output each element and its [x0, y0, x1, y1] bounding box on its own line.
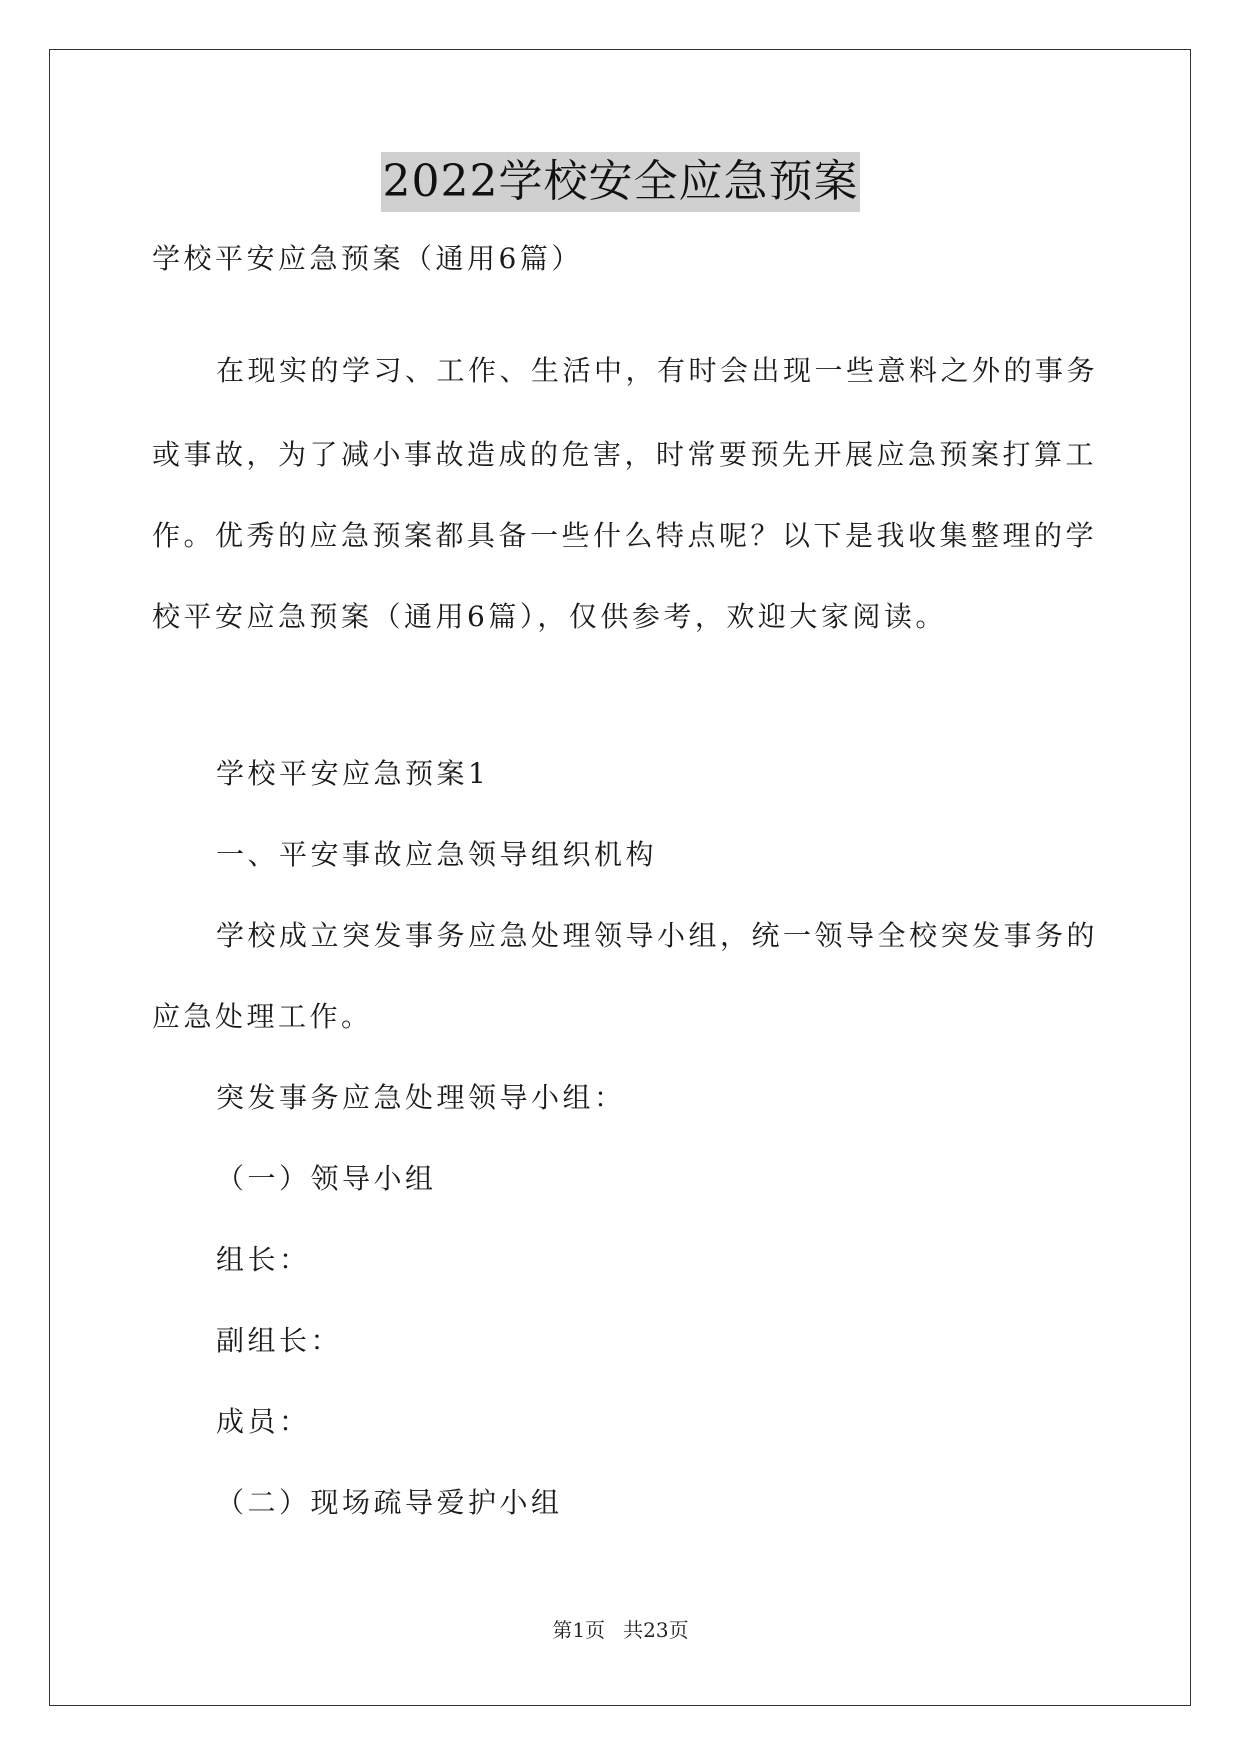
intro-line-3: 作。优秀的应急预案都具备一些什么特点呢？以下是我收集整理的学: [152, 519, 1098, 552]
group-intro: 突发事务应急处理领导小组：: [216, 1081, 626, 1114]
sub-heading-two: （二）现场疏导爱护小组: [216, 1486, 563, 1519]
deputy-label: 副组长：: [216, 1324, 343, 1357]
intro-line-2: 或事故，为了减小事故造成的危害，时常要预先开展应急预案打算工: [152, 438, 1098, 471]
part-one-body-line-1: 学校成立突发事务应急处理领导小组，统一领导全校突发事务的: [216, 919, 1099, 952]
intro-line-4: 校平安应急预案（通用6篇），仅供参考，欢迎大家阅读。: [152, 600, 947, 633]
part-one-body-line-2: 应急处理工作。: [152, 1000, 373, 1033]
member-label: 成员：: [216, 1405, 311, 1438]
leader-label: 组长：: [216, 1243, 311, 1276]
document-subtitle: 学校平安应急预案（通用6篇）: [152, 242, 583, 275]
title-block: [0, 152, 1241, 212]
section-heading: 学校平安应急预案1: [216, 757, 490, 790]
intro-line-1: 在现实的学习、工作、生活中，有时会出现一些意料之外的事务: [216, 354, 1099, 387]
document-title: 2022学校安全应急预案: [381, 152, 861, 212]
page-total: 共23页: [623, 1618, 689, 1642]
part-one-heading: 一、平安事故应急领导组织机构: [216, 838, 658, 871]
page-number: 第1页: [552, 1618, 606, 1642]
page-border: [49, 49, 1191, 1706]
page-footer: [0, 1616, 1241, 1644]
sub-heading-one: （一）领导小组: [216, 1162, 437, 1195]
